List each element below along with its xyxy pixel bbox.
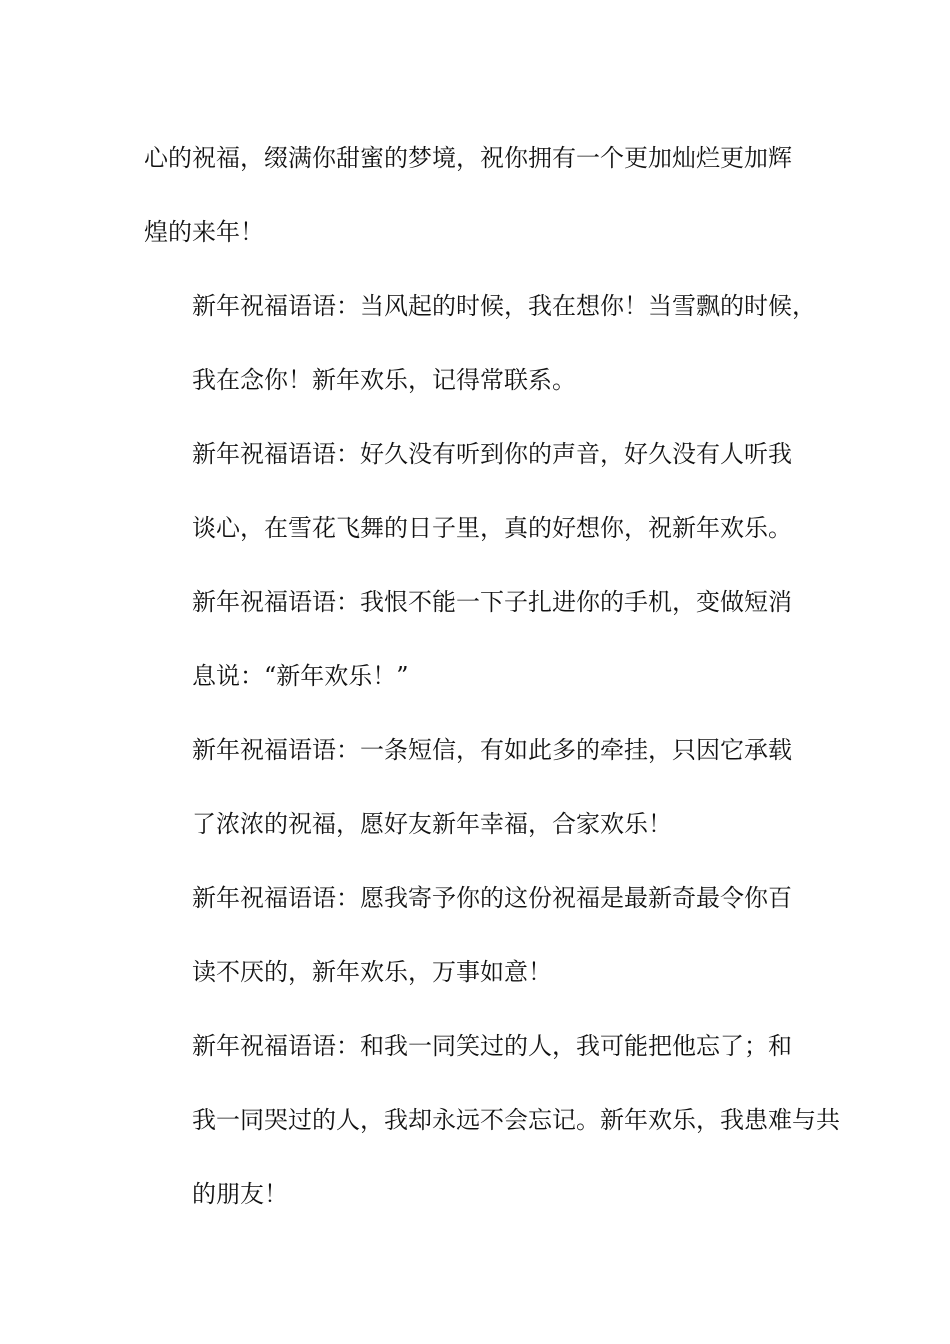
text-line: 了浓浓的祝福，愿好友新年幸福，合家欢乐！ [192, 810, 672, 838]
text-line: 新年祝福语语：一条短信，有如此多的牵挂，只因它承载 [192, 736, 792, 764]
document-body [144, 121, 844, 1231]
text-line: 息说：“新年欢乐！” [192, 662, 409, 690]
text-line: 新年祝福语语：我恨不能一下子扎进你的手机，变做短消 [192, 588, 792, 616]
text-line: 心的祝福，缀满你甜蜜的梦境，祝你拥有一个更加灿烂更加辉 [144, 144, 792, 172]
paragraph-5 [144, 713, 844, 861]
text-line: 我一同哭过的人，我却永远不会忘记。新年欢乐，我患难与共 [192, 1106, 840, 1134]
text-line: 谈心，在雪花飞舞的日子里，真的好想你，祝新年欢乐。 [192, 514, 792, 542]
text-line: 的朋友！ [192, 1180, 288, 1208]
text-line: 读不厌的，新年欢乐，万事如意！ [192, 958, 552, 986]
text-line: 新年祝福语语：和我一同笑过的人，我可能把他忘了；和 [192, 1032, 792, 1060]
text-line: 新年祝福语语：当风起的时候，我在想你！当雪飘的时候， [192, 292, 816, 320]
paragraph-2 [144, 269, 844, 417]
text-line: 我在念你！新年欢乐，记得常联系。 [192, 366, 576, 394]
paragraph-1 [144, 121, 844, 269]
text-line: 煌的来年！ [144, 218, 264, 246]
text-line: 新年祝福语语：好久没有听到你的声音，好久没有人听我 [192, 440, 792, 468]
paragraph-3 [144, 417, 844, 565]
paragraph-6 [144, 861, 844, 1009]
paragraph-4 [144, 565, 844, 713]
paragraph-7 [144, 1009, 844, 1231]
text-line: 新年祝福语语：愿我寄予你的这份祝福是最新奇最令你百 [192, 884, 792, 912]
